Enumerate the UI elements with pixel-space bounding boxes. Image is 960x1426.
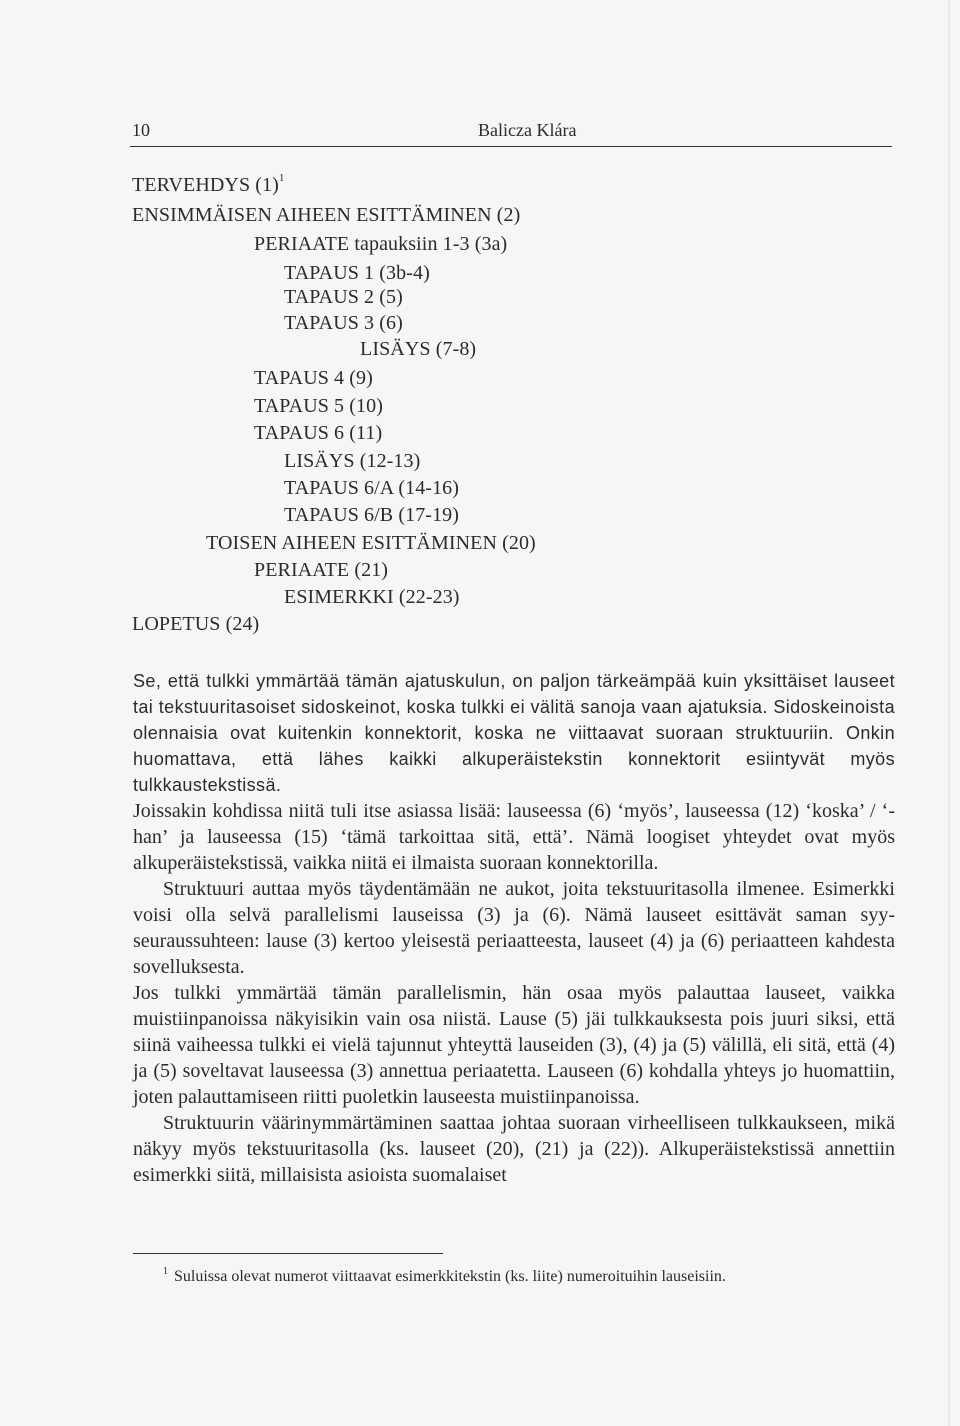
footnote-marker: 1 [278,172,285,184]
outline-item: LISÄYS (12-13) [284,450,421,472]
outline-item: PERIAATE (21) [254,559,389,581]
paragraph: Struktuuri auttaa myös täydentämään ne aukot, joita tekstuuritasolla ilmenee. Esimerkki voisi olla selvä parallelismi lauseissa (3) ja (6). Nämä lauseet esittävät saman syy-seuraussuhteen: lause (3) kertoo yleisestä periaatteesta, lauseet (4) ja (6) periaatteen kahdesta sovelluksesta. [133,878,895,978]
outline-item: TAPAUS 5 (10) [254,395,383,417]
outline-item: TOISEN AIHEEN ESITTÄMINEN (20) [206,532,536,554]
outline-item: TAPAUS 4 (9) [254,367,373,389]
outline-item: TAPAUS 6 (11) [254,422,383,444]
body-text [133,668,895,1188]
paragraph: Se, että tulkki ymmärtää tämän ajatuskulun, on paljon tärkeämpää kuin yksittäiset lauseet tai tekstuuritasoiset sidoskeinot, koska tulkki ei välitä sanoja vaan ajatuksia. Sidoskeinoista olennaisia ovat kuitenkin konnektorit, koska ne viittaavat suoraan struktuuriin. Onkin huomattava, että lähes kaikki alkuperäistekstin konnektorit esiintyvät myös tulkkaustekstissä. [133,671,895,795]
outline-item: TAPAUS 6/A (14-16) [284,477,460,499]
outline-item: TAPAUS 3 (6) [284,312,403,334]
paragraph: Jos tulkki ymmärtää tämän parallelismin, hän osaa myös palauttaa lauseet, vaikka muistiinpanoissa näkyisikin vain osa niistä. Lause (5) jäi tulkkauksesta pois juuri siksi, että siinä vaiheessa tulkki ei vielä tajunnut yhteyttä lauseiden (3), (4) ja (5) välillä, eli sitä, että (4) ja (5) soveltavat lauseessa (3) annettua periaatetta. Lauseen (6) kohdalla yhteys jo huomattiin, joten palauttamiseen riitti puoletkin lauseesta muistiinpanoissa. [133,982,895,1108]
outline-item: TAPAUS 1 (3b-4) [284,262,430,284]
header-rule [130,146,892,147]
page-number: 10 [132,120,150,140]
page-edge [948,0,950,1426]
outline-item: ENSIMMÄISEN AIHEEN ESITTÄMINEN (2) [132,204,521,226]
paragraph: Struktuurin väärinymmärtäminen saattaa johtaa suoraan virheelliseen tulkkaukseen, mikä näkyy myös tekstuuritasolla (ks. lauseet (20), (21) ja (22)). Alkuperäistekstissä annettiin esimerkki siitä, millaisista asioista suomalaiset [133,1112,895,1186]
outline-item: LOPETUS (24) [132,613,260,635]
footnote [163,1268,726,1286]
outline-item: ESIMERKKI (22-23) [284,586,460,608]
footnote-number: 1 [163,1266,168,1277]
running-header-author: Balicza Klára [478,120,577,140]
outline-item: TAPAUS 6/B (17-19) [284,504,460,526]
footnote-text: Suluissa olevat numerot viittaavat esimerkkitekstin (ks. liite) numeroituihin lauseisiin. [174,1268,726,1285]
outline-item: TERVEHDYS $(1)^1$ [132,172,285,196]
outline-item: PERIAATE tapauksiin 1-3 (3a) [254,233,508,255]
outline-item: TAPAUS 2 (5) [284,286,403,308]
paragraph: Joissakin kohdissa niitä tuli itse asiassa lisää: lauseessa (6) ‘myös’, lauseessa (12) ‘koska’ / ‘-han’ ja lauseessa (15) ‘tämä tarkoittaa sitä, että’. Nämä loogiset yhteydet ovat myös alkuperäistekstissä, vaikka niitä ei ilmaista suoraan konnektorilla. [133,800,895,874]
outline-item: LISÄYS (7-8) [360,338,477,360]
running-header [130,116,892,146]
footnote-rule [133,1253,443,1254]
